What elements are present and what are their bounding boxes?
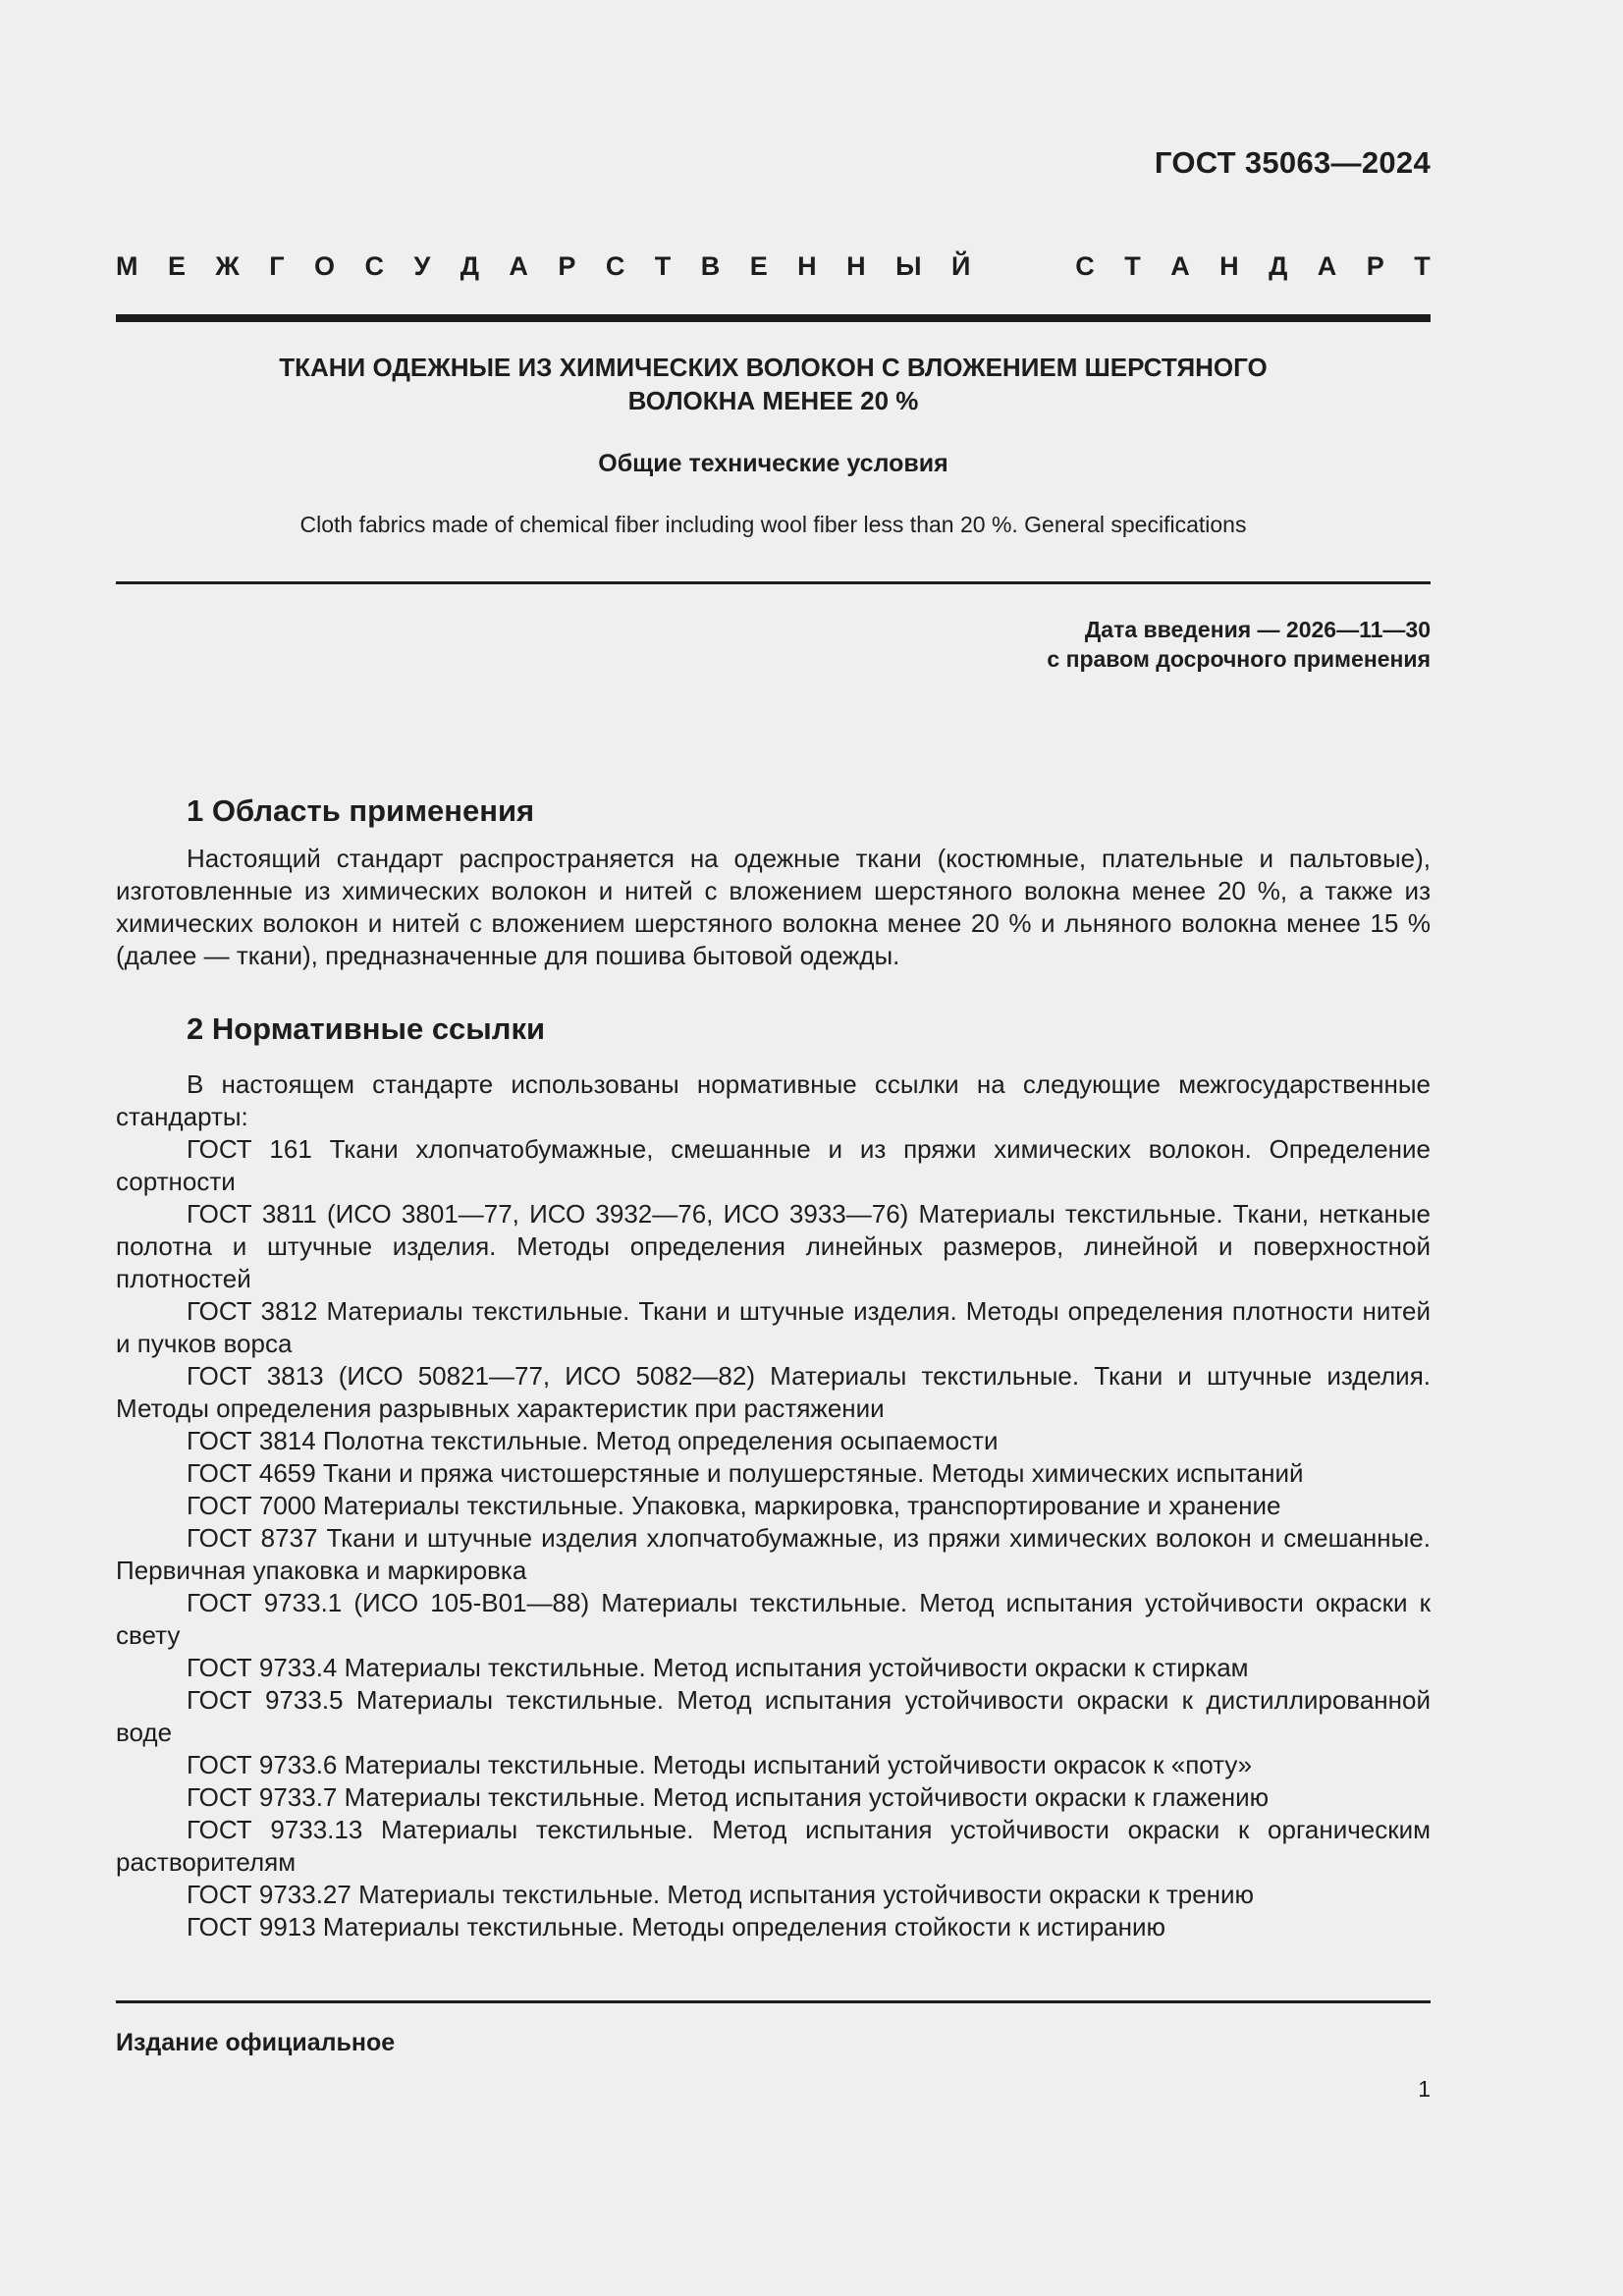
reference-item: ГОСТ 3814 Полотна текстильные. Метод определения осыпаемости [187, 1426, 999, 1455]
banner-letter: В [700, 251, 721, 281]
document-body [116, 792, 1431, 1943]
reference-item: ГОСТ 8737 Ткани и штучные изделия хлопчатобумажные, из пряжи химических волокон и смешанные. Первичная упаковка и маркировка [116, 1523, 1431, 1585]
banner-letter: Р [1366, 251, 1384, 281]
footer-rule [116, 2000, 1431, 2003]
effective-date-block [1047, 615, 1431, 674]
banner-letter: Е [167, 251, 186, 281]
reference-item: ГОСТ 3813 (ИСО 50821—77, ИСО 5082—82) Материалы текстильные. Ткани и штучные изделия. Методы определения разрывных характеристик при растяжении [116, 1361, 1431, 1423]
reference-item: ГОСТ 161 Ткани хлопчатобумажные, смешанные и из пряжи химических волокон. Определение сортности [116, 1134, 1431, 1196]
reference-item: ГОСТ 9733.1 (ИСО 105-B01—88) Материалы текстильные. Метод испытания устойчивости окраски к свету [116, 1588, 1431, 1650]
early-application-note: с правом досрочного применения [1047, 646, 1431, 672]
reference-item: ГОСТ 9733.5 Материалы текстильные. Метод испытания устойчивости окраски к дистиллированной воде [116, 1685, 1431, 1747]
banner-letter: Н [1219, 251, 1239, 281]
banner-letter: Н [846, 251, 866, 281]
banner-letter: А [1170, 251, 1190, 281]
reference-item: ГОСТ 9733.4 Материалы текстильные. Метод испытания устойчивости окраски к стиркам [187, 1653, 1249, 1682]
reference-item: ГОСТ 9733.6 Материалы текстильные. Методы испытаний устойчивости окрасок к «поту» [187, 1750, 1253, 1779]
section-1-title: 1 Область применения [187, 793, 535, 828]
section-1-text: Настоящий стандарт распространяется на одежные ткани (костюмные, плательные и пальтовые), изготовленные из химических волокон и нитей с вложением шерстяного волокна менее 20 %, а также из химических волокон и нитей с вложением шерстяного волокна менее 20 % и льняного волокна менее 15 % (далее — ткани), предназначенные для пошива бытовой одежды. [116, 844, 1431, 970]
banner-letter: С [1075, 251, 1095, 281]
banner-letter: С [364, 251, 385, 281]
standard-banner [116, 251, 1431, 282]
title-line-1: ТКАНИ ОДЕЖНЫЕ ИЗ ХИМИЧЕСКИХ ВОЛОКОН С ВЛОЖЕНИЕМ ШЕРСТЯНОГО [279, 353, 1268, 382]
reference-item: ГОСТ 4659 Ткани и пряжа чистошерстяные и полушерстяные. Методы химических испытаний [187, 1458, 1304, 1488]
reference-item: ГОСТ 3812 Материалы текстильные. Ткани и штучные изделия. Методы определения плотности нитей и пучков ворса [116, 1296, 1431, 1358]
english-title: Cloth fabrics made of chemical fiber including wool fiber less than 20 %. General specifications [299, 512, 1247, 537]
banner-letter: Ж [215, 251, 240, 281]
document-title [116, 351, 1431, 417]
banner-gap [1001, 251, 1046, 282]
reference-item: ГОСТ 7000 Материалы текстильные. Упаковка, маркировка, транспортирование и хранение [187, 1491, 1281, 1520]
reference-item: ГОСТ 9733.27 Материалы текстильные. Метод испытания устойчивости окраски к трению [187, 1880, 1255, 1909]
document-code: ГОСТ 35063—2024 [1154, 145, 1431, 180]
section-2-title: 2 Нормативные ссылки [187, 1011, 546, 1046]
banner-letter: Т [1414, 251, 1431, 281]
banner-letter: О [314, 251, 336, 281]
reference-item: ГОСТ 9733.7 Материалы текстильные. Метод испытания устойчивости окраски к глажению [187, 1782, 1270, 1812]
banner-letter: У [413, 251, 431, 281]
page-number: 1 [1418, 2076, 1431, 2102]
banner-letter: С [605, 251, 625, 281]
banner-letter: Т [1124, 251, 1141, 281]
title-line-2: ВОЛОКНА МЕНЕЕ 20 % [627, 386, 919, 415]
banner-letter: Н [797, 251, 817, 281]
banner-letter: А [1317, 251, 1337, 281]
banner-letter: Ы [895, 251, 922, 281]
banner-letter: М [116, 251, 138, 281]
banner-letter: Р [558, 251, 576, 281]
reference-item: ГОСТ 3811 (ИСО 3801—77, ИСО 3932—76, ИСО 3933—76) Материалы текстильные. Ткани, нетканые полотна и штучные изделия. Методы определения линейных размеров, линейной и поверхностной плотностей [116, 1199, 1431, 1293]
banner-letter: Т [654, 251, 672, 281]
banner-letter: Й [950, 251, 971, 281]
banner-letter: Е [749, 251, 768, 281]
reference-item: ГОСТ 9733.13 Материалы текстильные. Метод испытания устойчивости окраски к органическим растворителям [116, 1815, 1431, 1877]
document-subtitle: Общие технические условия [598, 450, 948, 477]
banner-letter: Г [269, 251, 285, 281]
banner-letter: Д [1269, 251, 1288, 281]
official-edition-label: Издание официальное [116, 2029, 396, 2056]
effective-date: Дата введения — 2026—11—30 [1084, 617, 1431, 642]
banner-letter: Д [460, 251, 479, 281]
reference-item: ГОСТ 9913 Материалы текстильные. Методы определения стойкости к истиранию [187, 1912, 1166, 1941]
header-rule [116, 314, 1431, 322]
title-rule [116, 581, 1431, 584]
banner-letter: А [509, 251, 528, 281]
section-2-intro: В настоящем стандарте использованы нормативные ссылки на следующие межгосударственные стандарты: [116, 1069, 1431, 1131]
